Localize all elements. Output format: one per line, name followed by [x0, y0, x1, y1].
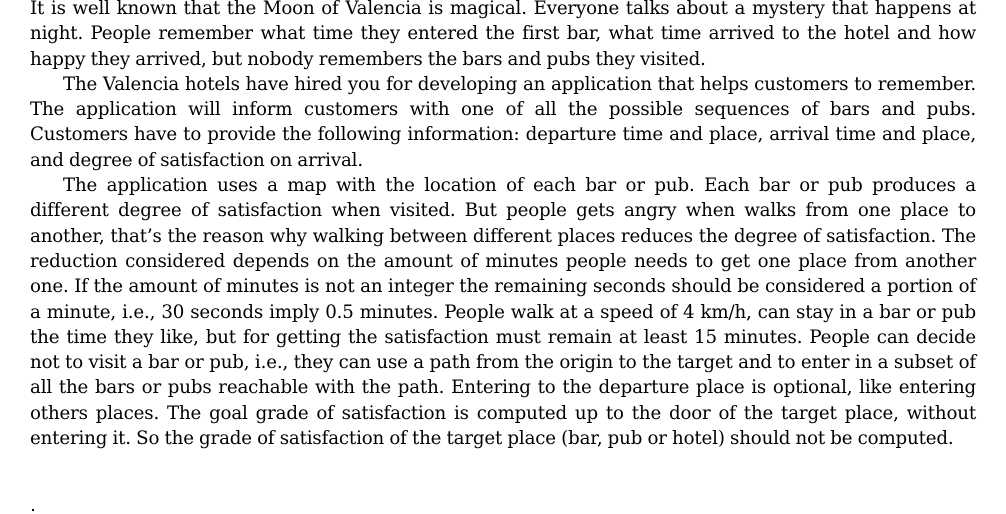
stray-mark	[32, 509, 34, 511]
paragraph-map-rules: The application uses a map with the location of each bar or pub. Each bar or pub produces a different degree of satisfaction when visited. But people gets angry when walks from one place to another, that’s the reason why walking between different places reduces the degree of satisfaction. The reduction considered depends on the amount of minutes people needs to get one place from another one. If the amount of minutes is not an integer the remaining seconds should be considered a portion of a minute, i.e., 30 seconds imply 0.5 minutes. People walk at a speed of 4 km/h, can stay in a bar or pub the time they like, but for getting the satisfaction must remain at least 15 minutes. People can decide not to visit a bar or pub, i.e., they can use a path from the origin to the target and to enter in a subset of all the bars or pubs reachable with the path. Entering to the departure place is optional, like entering others places. The goal grade of satisfaction is computed up to the door of the target place, without entering it. So the grade of satisfaction of the target place (bar, pub or hotel) should not be computed.	[30, 175, 976, 450]
document-body	[30, 0, 976, 451]
paragraph-application: The Valencia hotels have hired you for developing an application that helps customers to remember. The application will inform customers with one of all the possible sequences of bars and pubs. Customers have to provide the following information: departure time and place, arrival time and place, and degree of satisfaction on arrival.	[30, 73, 976, 171]
paragraph-intro: It is well known that the Moon of Valencia is magical. Everyone talks about a mystery that happens at night. People remember what time they entered the first bar, what time arrived to the hotel and how happy they arrived, but nobody remembers the bars and pubs they visited.	[30, 0, 976, 70]
